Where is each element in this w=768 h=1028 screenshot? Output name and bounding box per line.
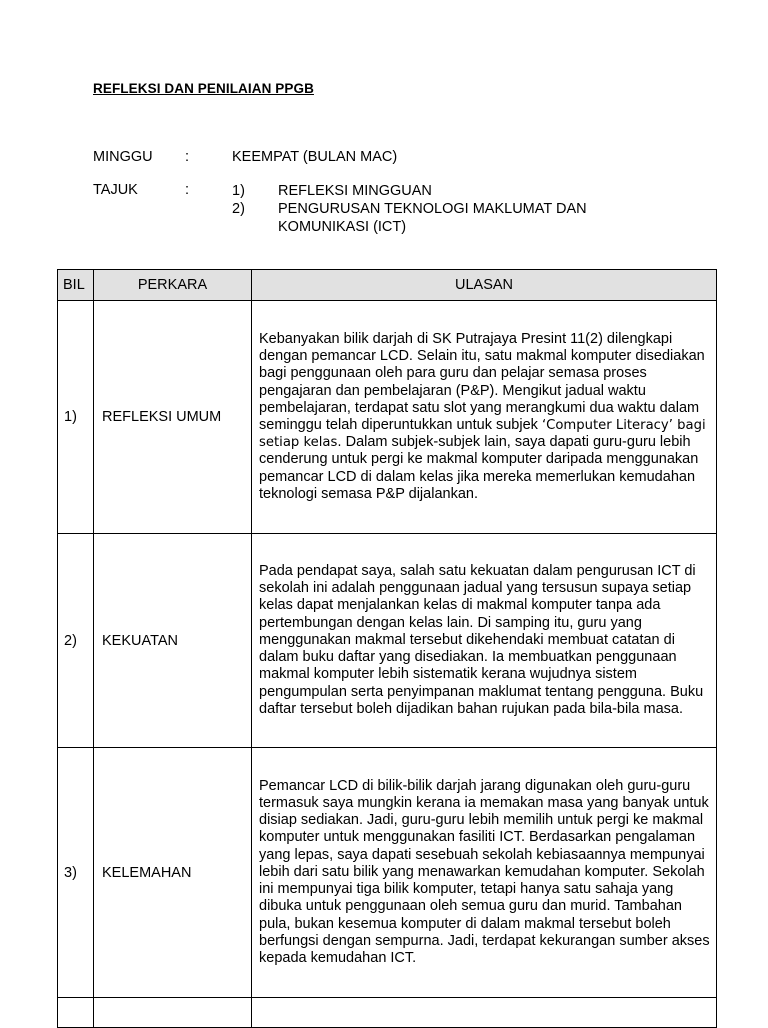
table-row-empty [58, 998, 717, 1028]
ulasan-text-part: ‘Computer Literacy’ bagi setiap kelas. [259, 418, 706, 451]
row-bil: 3) [58, 748, 94, 998]
tajuk-item-number: 2) [232, 201, 245, 217]
ulasan-text-part: Dalam subjek-subjek lain, saya dapati guru-guru lebih cenderung untuk pergi ke makmal komputer daripada menggunakan pemancar LCD di dalam kelas jika mereka memerlukan kemudahan teknologi semasa P&P dijalankan. [259, 434, 699, 502]
header-ulasan: ULASAN [252, 270, 717, 301]
row-perkara: KEKUATAN [94, 534, 252, 748]
minggu-colon: : [185, 149, 190, 165]
tajuk-item-text: REFLEKSI MINGGUAN [278, 183, 432, 199]
row-perkara: KELEMAHAN [94, 748, 252, 998]
minggu-value: KEEMPAT (BULAN MAC) [232, 149, 398, 165]
tajuk-colon: : [185, 182, 190, 198]
tajuk-list [232, 182, 638, 236]
empty-cell [94, 998, 252, 1028]
tajuk-item-text: PENGURUSAN TEKNOLOGI MAKLUMAT DAN KOMUNIKASI (ICT) [278, 201, 587, 235]
row-ulasan: Pada pendapat saya, salah satu kekuatan dalam pengurusan ICT di sekolah ini adalah penggunaan jadual yang tersusun supaya setiap kelas dapat menjalankan kelas di makmal komputer tanpa ada pertembungan dengan kelas lain. Di samping itu, guru yang menggunakan makmal tersebut dikehendaki membuat catatan di dalam buku daftar yang disediakan. Ia membuatkan penggunaan makmal komputer lebih sistematik kerana wujudnya sistem pengumpulan serta penyimpanan maklumat tentang pengguna. Buku daftar tersebut boleh dijadikan bahan rujukan pada bila-bila masa. [252, 534, 717, 748]
tajuk-item [232, 182, 638, 200]
document-title: REFLEKSI DAN PENILAIAN PPGB [93, 81, 314, 96]
tajuk-label: TAJUK [93, 182, 138, 198]
tajuk-item-number: 1) [232, 183, 245, 199]
table-row [58, 534, 717, 748]
tajuk-item [232, 200, 638, 236]
table-row [58, 301, 717, 534]
row-ulasan [252, 301, 717, 534]
row-bil: 2) [58, 534, 94, 748]
ulasan-text-part: Kebanyakan bilik darjah di SK Putrajaya Presint 11(2) dilengkapi dengan pemancar LCD. Selain itu, satu makmal komputer disediakan bagi penggunaan oleh para guru dan pelajar semasa proses pengajaran dan pembelajaran (P&P). Mengikut jadual waktu pembelajaran, terdapat satu slot yang merangkumi dua waktu dalam seminggu telah diperuntukkan untuk subjek [259, 330, 705, 433]
reflection-table [57, 269, 717, 1028]
row-ulasan: Pemancar LCD di bilik-bilik darjah jarang digunakan oleh guru-guru termasuk saya mungkin kerana ia memakan masa yang banyak untuk disiap sediakan. Jadi, guru-guru lebih memilih untuk pergi ke makmal komputer untuk menggunakan fasiliti ICT. Berdasarkan pengalaman yang lepas, saya dapati sesebuah sekolah kebiasaannya mempunyai lebih dari satu bilik yang menawarkan kemudahan komputer. Sekolah ini mempunyai tiga bilik komputer, tetapi hanya satu sahaja yang dibuka untuk penggunaan oleh semua guru dan murid. Tambahan pula, bukan kesemua komputer di dalam makmal tersebut boleh berfungsi dengan sempurna. Jadi, terdapat kekurangan sumber akses kepada kemudahan ICT. [252, 748, 717, 998]
header-bil: BIL [58, 270, 94, 301]
row-perkara: REFLEKSI UMUM [94, 301, 252, 534]
empty-cell [58, 998, 94, 1028]
row-bil: 1) [58, 301, 94, 534]
empty-cell [252, 998, 717, 1028]
header-perkara: PERKARA [94, 270, 252, 301]
table-row [58, 748, 717, 998]
table-header-row [58, 270, 717, 301]
minggu-label: MINGGU [93, 149, 153, 165]
